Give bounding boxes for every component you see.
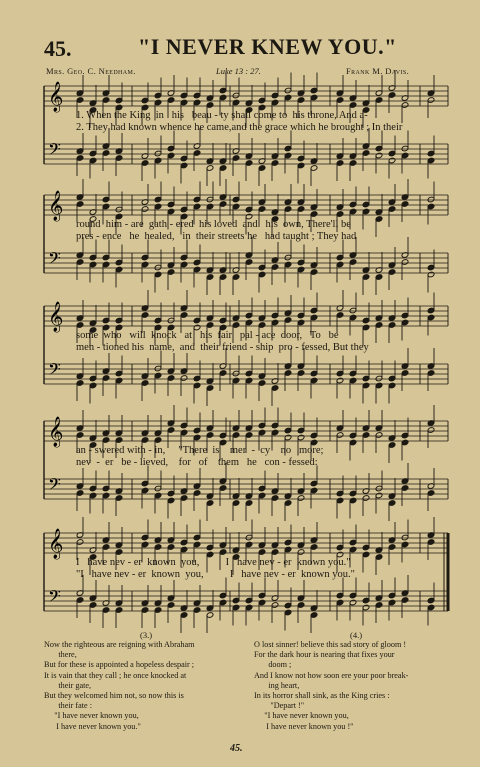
bass-clef-icon: 𝄢 bbox=[48, 248, 61, 272]
lyric-line: 2. They had known whence he came,and the grace which he brought ; In their bbox=[76, 122, 403, 133]
verse-line: "I have never known you, bbox=[44, 711, 139, 721]
verse-line: Now the righteous are reigning with Abraham bbox=[44, 640, 195, 649]
verse-line: It is vain that they call ; he once knocked at bbox=[44, 670, 187, 680]
lyric-line: round him - are gath - ered his loved and his own, There'll be bbox=[76, 219, 351, 230]
verse-line: "Depart !" bbox=[254, 701, 305, 711]
verse-line: But for these is appointed a hopeless despair ; bbox=[44, 660, 195, 670]
verse-4-number: (4.) bbox=[350, 630, 363, 640]
verse-line: In its horror shall sink, as the King cries : bbox=[254, 691, 390, 701]
verse-line: their fate : bbox=[44, 701, 92, 711]
verse-line: I have never known you !" bbox=[254, 721, 354, 731]
lyric-line: "I have nev - er known you, I have nev - er known you." bbox=[76, 569, 355, 580]
bass-clef-icon: 𝄢 bbox=[48, 139, 61, 163]
music-system bbox=[40, 527, 450, 639]
staff-system bbox=[40, 415, 450, 527]
verse-line: O lost sinner! believe this sad story of gloom ! bbox=[254, 640, 407, 649]
music-system bbox=[40, 189, 450, 301]
treble-clef-icon: 𝄞 bbox=[48, 191, 64, 221]
lyric-line: men - tioned his name, and their friend - ship pro - fessed, But they bbox=[76, 342, 369, 353]
verse-3-text bbox=[44, 640, 195, 732]
lyric-line: pres - ence he healed, in their streets he had taught ; They had bbox=[76, 231, 357, 242]
music-system bbox=[40, 80, 450, 192]
bass-clef-icon: 𝄢 bbox=[48, 359, 61, 383]
verse-line: I have never known you." bbox=[44, 721, 141, 731]
lyric-line: an - swered with - in, "There is mer - cy no more; bbox=[76, 445, 324, 456]
treble-clef-icon: 𝄞 bbox=[48, 417, 64, 447]
verse-line: doom ; bbox=[254, 660, 292, 670]
verse-line: their gate, bbox=[44, 680, 92, 690]
author-credit: Mrs. Geo. C. Needham. bbox=[46, 66, 136, 76]
music-system bbox=[40, 415, 450, 527]
treble-clef-icon: 𝄞 bbox=[48, 302, 64, 332]
verse-line: there, bbox=[44, 650, 77, 660]
lyric-line: some who will knock at his fair pal - ace door, To be bbox=[76, 330, 339, 341]
hymn-number: 45. bbox=[44, 36, 72, 61]
verse-line: ing heart, bbox=[254, 680, 300, 690]
music-system bbox=[40, 300, 450, 412]
scripture-reference: Luke 13 : 27. bbox=[216, 66, 261, 76]
composer-credit: Frank M. Davis. bbox=[346, 66, 410, 76]
page-number: 45. bbox=[230, 743, 243, 754]
verse-4-text bbox=[254, 640, 408, 732]
treble-clef-icon: 𝄞 bbox=[48, 82, 64, 112]
treble-clef-icon: 𝄞 bbox=[48, 529, 64, 559]
verse-line: But they welcomed him not, so now this is bbox=[44, 691, 184, 701]
lyric-line: 1. When the King in his beau - ty shall come to his throne, And a- bbox=[76, 110, 368, 121]
verse-3-number: (3.) bbox=[140, 630, 153, 640]
hymn-title: "I NEVER KNEW YOU." bbox=[138, 34, 397, 59]
staff-system bbox=[40, 300, 450, 412]
lyric-line: nev - er be - lieved, for of them he con - fessed: bbox=[76, 457, 318, 468]
verse-line: And I know not how soon ere your poor break- bbox=[254, 670, 409, 680]
bass-clef-icon: 𝄢 bbox=[48, 474, 61, 498]
lyric-line: I have nev - er known you, I have nev - er known you." bbox=[76, 557, 351, 568]
staff-system bbox=[40, 189, 450, 301]
staff-system bbox=[40, 527, 450, 639]
bass-clef-icon: 𝄢 bbox=[48, 586, 61, 610]
verse-line: "I have never known you, bbox=[254, 711, 349, 721]
verse-line: For the dark hour is nearing that fixes your bbox=[254, 650, 395, 660]
staff-system bbox=[40, 80, 450, 192]
